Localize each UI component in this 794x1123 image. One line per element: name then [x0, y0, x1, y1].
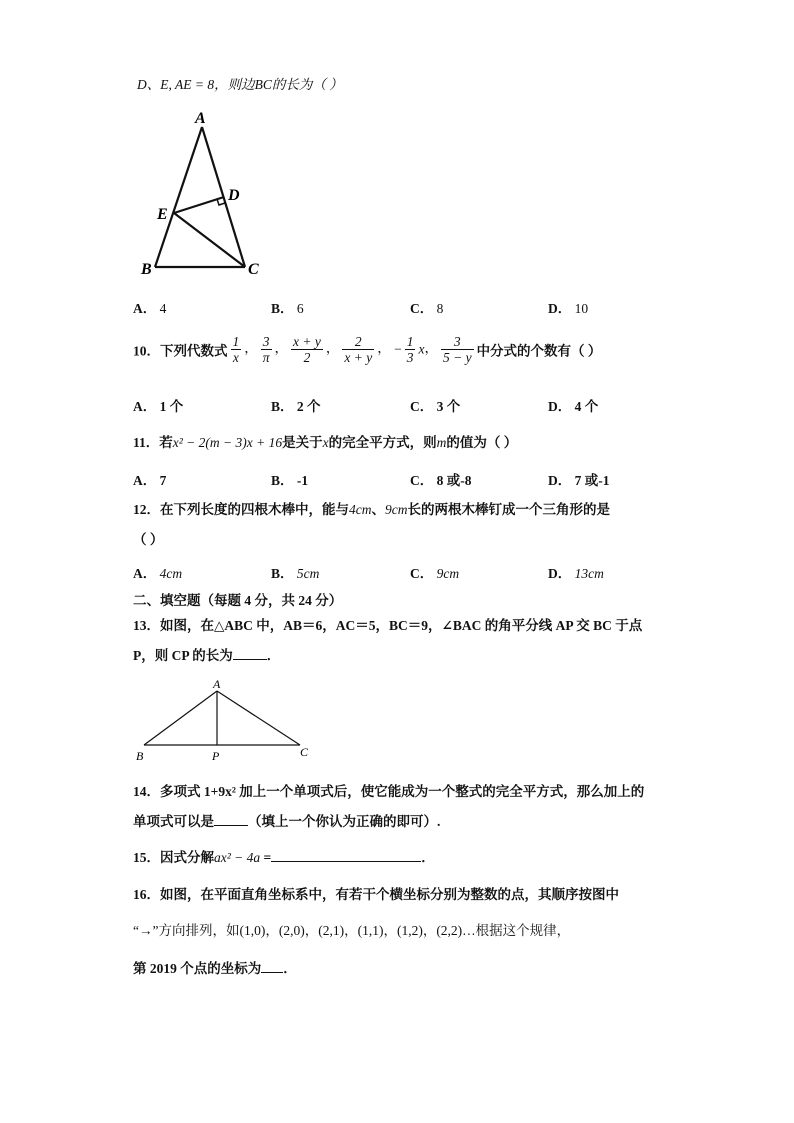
q9-label-d: D [228, 187, 240, 204]
q12-stem: 12．在下列长度的四根木棒中，能与4cm、9cm长的两根木棒钉成一个三角形的是 [133, 502, 610, 517]
q10-frac-5: $\frac{1}{3}$ [406, 334, 414, 365]
q16-stem-line3: 第 2019 个点的坐标为 ． [133, 961, 297, 976]
q11-option-d[interactable]: D． 7 或-1 [548, 473, 610, 488]
q9-option-a[interactable]: A． 4 [133, 301, 167, 316]
q9-triangle-figure [135, 105, 270, 280]
q12-option-c[interactable]: C． 9cm [410, 566, 460, 581]
q9-label-b: B [141, 261, 152, 278]
q11-option-a[interactable]: A． 7 [133, 473, 167, 488]
q9-option-c[interactable]: C． 8 [410, 301, 444, 316]
q10-frac-2: $\frac{3}{\pi}$ [262, 334, 270, 365]
q11-stem: 11．若x² − 2(m − 3)x + 16是关于x的完全平方式，则m的值为（ ） [133, 435, 518, 450]
q14-answer-blank[interactable] [214, 813, 248, 826]
q10-frac-6: $\frac{3}{5 - y}$ [442, 334, 472, 365]
section-2-title: 二、填空题（每题 4 分，共 24 分） [133, 593, 343, 608]
q11-option-b[interactable]: B． -1 [271, 473, 309, 488]
q10-option-c[interactable]: C． 3 个 [410, 399, 461, 414]
q16-answer-blank[interactable] [261, 960, 283, 973]
q13-stem-line2: P，则 CP 的长为 ． [133, 648, 281, 663]
q13-label-p: P [212, 749, 220, 763]
q13-stem-line1: 13．如图，在△ABC 中，AB＝6，AC＝5，BC＝9，∠BAC 的角平分线 AP 交 BC 于点 [133, 618, 643, 633]
q13-label-b: B [136, 749, 144, 763]
q12-option-d[interactable]: D． 13cm [548, 566, 604, 581]
q12-stem-line2: （ ） [133, 532, 164, 547]
q9-label-a: A [195, 110, 206, 127]
q12-option-b[interactable]: B． 5cm [271, 566, 320, 581]
q13-label-a: A [213, 677, 221, 691]
q10-stem: 10．下列代数式 $\frac{1}{x}$ ， $\frac{3}{\pi}$ ， $\frac{x + y}{2}$ ， $\frac{2}{x + y}$ ， − $\frac{1}{3}$ x， $\frac{3}{5 - y}$ 中分式的个数有（ ） [133, 334, 602, 365]
q10-option-b[interactable]: B． 2 个 [271, 399, 321, 414]
q10-option-d[interactable]: D． 4 个 [548, 399, 599, 414]
q16-stem-line1: 16．如图，在平面直角坐标系中，有若干个横坐标分别为整数的点，其顺序按图中 [133, 887, 619, 902]
q9-label-c: C [248, 261, 259, 278]
q11-option-c[interactable]: C． 8 或-8 [410, 473, 472, 488]
q12-option-a[interactable]: A． 4cm [133, 566, 183, 581]
q13-triangle-figure [132, 676, 317, 766]
q9-label-e: E [157, 206, 168, 223]
q14-stem-line2: 单项式可以是 （填上一个你认为正确的即可）. [133, 814, 441, 829]
q13-answer-blank[interactable] [233, 647, 267, 660]
q13-label-c: C [300, 745, 309, 759]
q10-frac-3: $\frac{x + y}{2}$ [293, 334, 321, 365]
q9-stem: D、E, AE = 8，则边BC的长为（ ） [137, 77, 343, 92]
q14-stem-line1: 14．多项式 1+9x² 加上一个单项式后，使它能成为一个整式的完全平方式，那么加上的 [133, 784, 645, 799]
q10-frac-1: $\frac{1}{x}$ [232, 334, 240, 365]
q10-frac-4: $\frac{2}{x + y}$ [344, 334, 373, 365]
q15-stem: 15．因式分解ax² − 4a = ． [133, 850, 435, 865]
q10-option-a[interactable]: A． 1 个 [133, 399, 184, 414]
q9-option-b[interactable]: B． 6 [271, 301, 304, 316]
q9-option-d[interactable]: D． 10 [548, 301, 589, 316]
q15-answer-blank[interactable] [271, 849, 421, 862]
q16-stem-line2: “→”方向排列，如(1,0)，(2,0)，(2,1)，(1,1)，(1,2)，(2,2)…根据这个规律， [133, 923, 571, 938]
